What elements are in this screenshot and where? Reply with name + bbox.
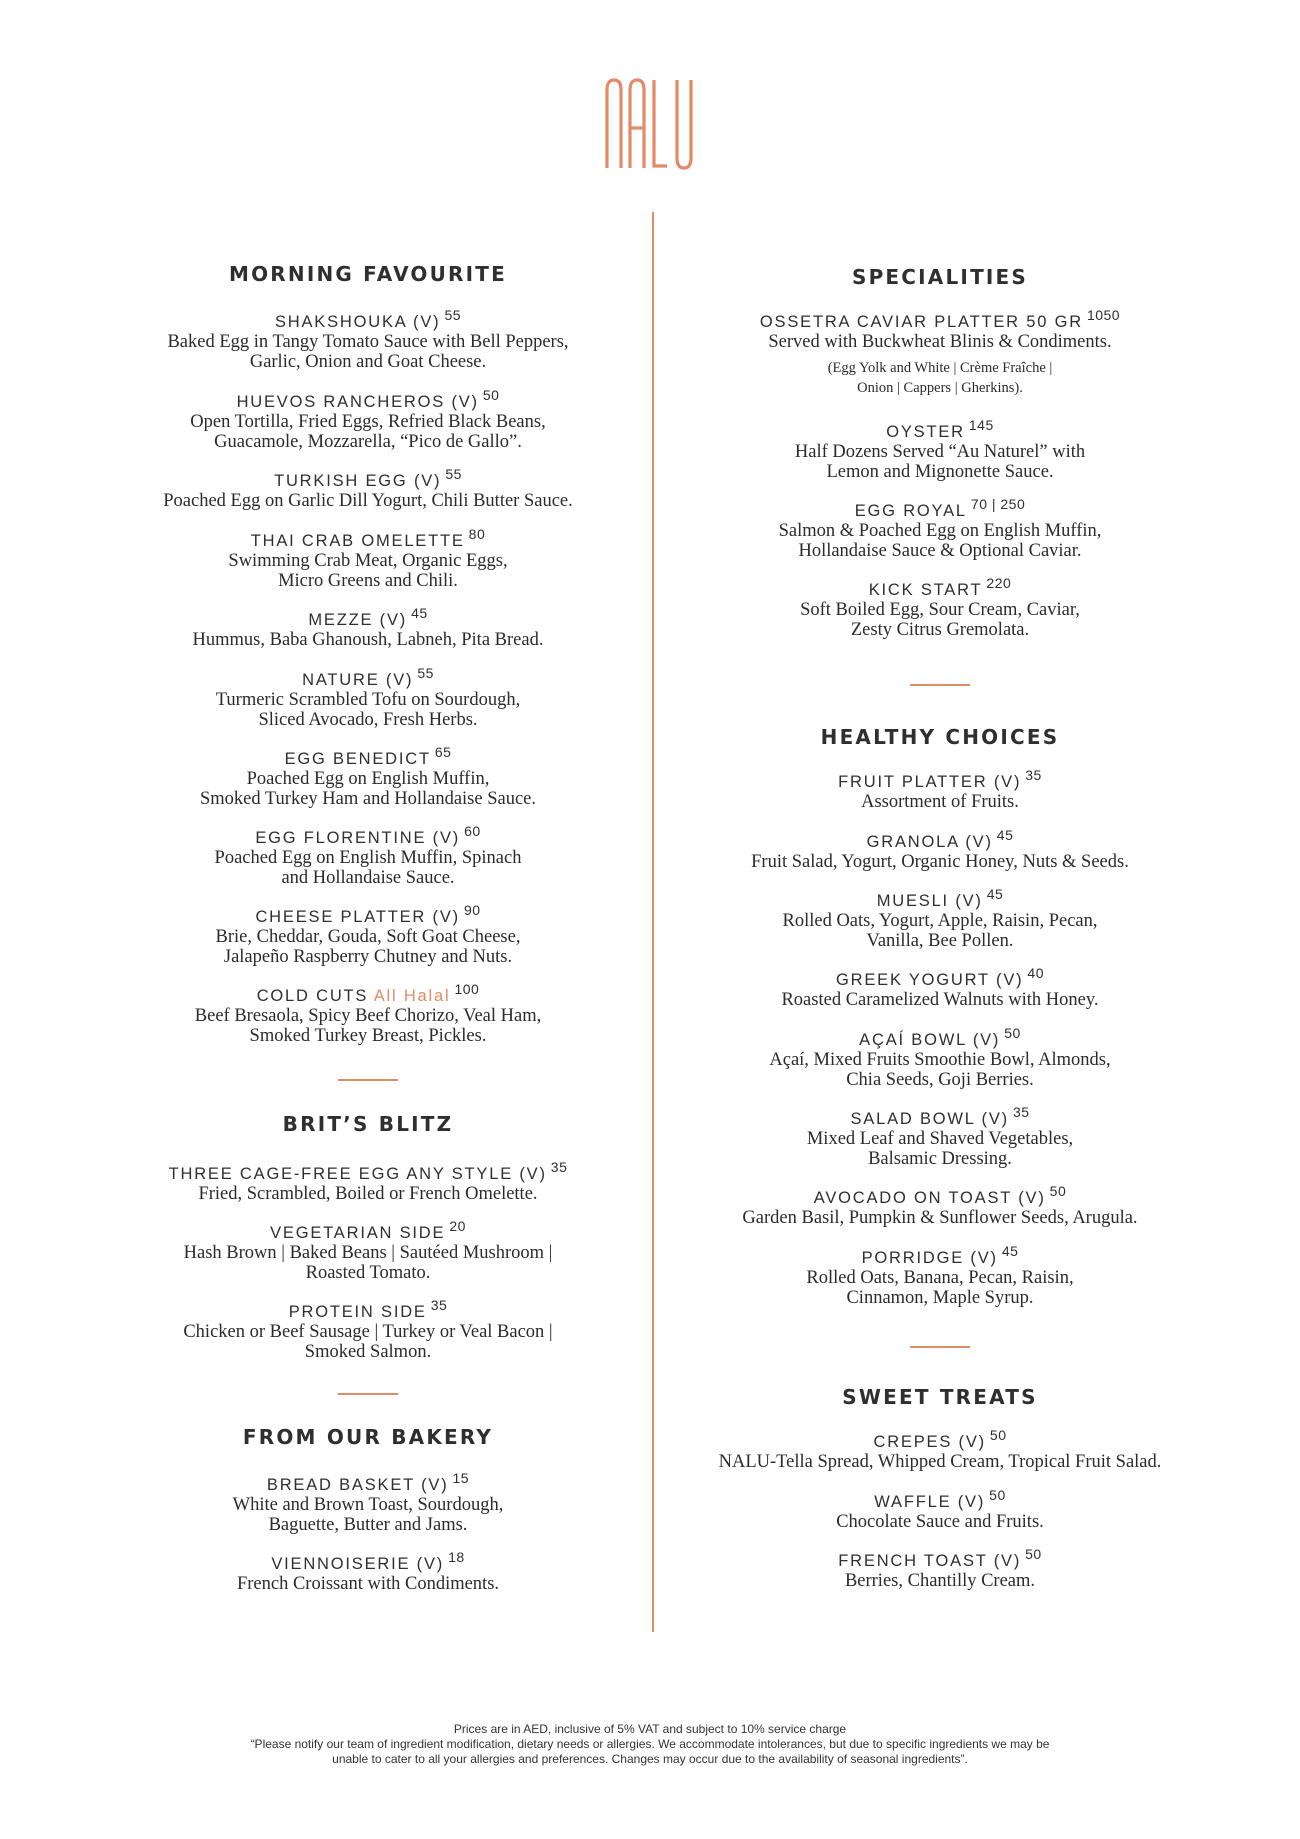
menu-item-egg-benedict [108,744,628,809]
menu-item-muesli [680,886,1200,951]
item-price: 35 [1025,767,1042,783]
item-description: Turmeric Scrambled Tofu on Sourdough, Sliced Avocado, Fresh Herbs. [215,690,521,730]
item-description: Chocolate Sauce and Fruits. [836,1512,1044,1532]
item-name: THAI CRAB OMELETTE [250,532,465,550]
item-name: WAFFLE (V) [874,1493,986,1511]
menu-item-cold-cuts [108,981,628,1046]
item-name: SALAD BOWL (V) [850,1110,1009,1128]
item-price: 1050 [1086,307,1121,323]
menu-item-fruit-platter [680,767,1200,812]
item-name: PORRIDGE (V) [861,1249,998,1267]
item-price: 50 [989,1487,1006,1503]
item-description: Poached Egg on Garlic Dill Yogurt, Chili Butter Sauce. [163,491,573,511]
item-price: 55 [417,665,434,681]
item-name: HUEVOS RANCHEROS (V) [236,393,479,411]
item-description: Roasted Caramelized Walnuts with Honey. [781,990,1099,1010]
item-description: Chicken or Beef Sausage | Turkey or Veal Bacon | Smoked Salmon. [183,1322,553,1362]
footer-price-note: Prices are in AED, inclusive of 5% VAT and subject to 10% service charge [453,1722,847,1736]
item-price: 15 [452,1470,470,1486]
item-name: PROTEIN SIDE [288,1303,427,1321]
item-price: 45 [986,886,1004,902]
item-name: EGG ROYAL [854,502,967,520]
item-price: 50 [1025,1546,1042,1562]
item-description: Berries, Chantilly Cream. [844,1571,1036,1591]
item-name: FRENCH TOAST (V) [838,1552,1022,1570]
item-price: 50 [989,1427,1007,1443]
item-price: 70 | 250 [970,496,1026,512]
menu-item-vegetarian-side [108,1218,628,1283]
item-name: CHEESE PLATTER (V) [255,908,460,926]
item-description: Hash Brown | Baked Beans | Sautéed Mushroom | Roasted Tomato. [183,1243,553,1283]
item-description: NALU-Tella Spread, Whipped Cream, Tropical Fruit Salad. [718,1452,1162,1472]
item-name: MEZZE (V) [308,611,408,629]
item-description: Brie, Cheddar, Gouda, Soft Goat Cheese, Jalapeño Raspberry Chutney and Nuts. [215,927,521,967]
item-description: Half Dozens Served “Au Naturel” with Lemon and Mignonette Sauce. [794,442,1086,482]
menu-item-turkish-egg [108,466,628,511]
menu-item-three-egg [108,1159,628,1204]
item-name: NATURE (V) [302,671,414,689]
item-name: COLD CUTS [256,987,369,1005]
item-name: AVOCADO ON TOAST (V) [813,1189,1046,1207]
item-name: FRUIT PLATTER (V) [838,773,1022,791]
menu-item-nature [108,665,628,730]
section-title-morning-favourite: MORNING FAVOURITE [228,262,507,286]
menu-item-egg-royal [680,496,1200,561]
item-description: Açaí, Mixed Fruits Smoothie Bowl, Almonds, Chia Seeds, Goji Berries. [769,1050,1111,1090]
item-price: 100 [454,981,480,997]
item-name: GRANOLA (V) [866,833,993,851]
item-description: Fried, Scrambled, Boiled or French Omelette. [198,1184,538,1204]
column-divider [652,212,654,1632]
item-description: Rolled Oats, Banana, Pecan, Raisin, Cinnamon, Maple Syrup. [806,1268,1074,1308]
item-name: BREAD BASKET (V) [266,1476,449,1494]
item-price: 35 [550,1159,568,1175]
item-description: Salmon & Poached Egg on English Muffin, Hollandaise Sauce & Optional Caviar. [778,521,1102,561]
menu-item-crepes [680,1427,1200,1472]
menu-item-acai-bowl [680,1025,1200,1090]
item-price: 45 [411,605,428,621]
item-description: Poached Egg on English Muffin, Smoked Turkey Ham and Hollandaise Sauce. [199,769,537,809]
item-price: 60 [464,823,481,839]
menu-item-avocado-on-toast [680,1183,1200,1228]
menu-item-french-toast [680,1546,1200,1591]
item-description: Soft Boiled Egg, Sour Cream, Caviar, Zesty Citrus Gremolata. [800,600,1080,640]
menu-item-waffle [680,1487,1200,1532]
menu-item-thai-crab-omelette [108,526,628,591]
item-name: EGG BENEDICT [284,750,431,768]
item-note: (Egg Yolk and White | Crème Fraîche | Onion | Cappers | Gherkins). [827,360,1053,396]
menu-item-salad-bowl [680,1104,1200,1169]
item-price: 145 [968,417,994,433]
item-price: 50 [1049,1183,1067,1199]
menu-item-mezze [108,605,628,650]
item-description: Served with Buckwheat Blinis & Condiments. [768,332,1112,352]
footer-allergy-note: “Please notify our team of ingredient modification, dietary needs or allergies. We accommodate intolerances, but due to specific ingredients we may be unable to cater to all your allergies and preferences. Changes may occur due to the availability of seasonal ingredients”. [250,1737,1050,1766]
item-name: OYSTER [886,423,965,441]
item-price: 220 [986,575,1012,591]
footer-notice [0,1722,1300,1767]
menu-item-protein-side [108,1297,628,1362]
item-description: Fruit Salad, Yogurt, Organic Honey, Nuts & Seeds. [751,852,1129,872]
item-description: Baked Egg in Tangy Tomato Sauce with Bell Peppers, Garlic, Onion and Goat Cheese. [167,332,569,372]
halal-tag: All Halal [373,987,451,1005]
section-title-brits-blitz: BRIT’S BLITZ [282,1112,454,1136]
item-price: 65 [434,744,452,760]
item-price: 20 [449,1218,466,1234]
section-title-sweet-treats: SWEET TREATS [842,1385,1038,1409]
item-price: 35 [1012,1104,1030,1120]
item-name: TURKISH EGG (V) [274,472,442,490]
item-name: CREPES (V) [873,1433,986,1451]
menu-item-huevos-rancheros [108,387,628,452]
item-name: AÇAÍ BOWL (V) [859,1031,1001,1049]
menu-item-granola [680,827,1200,872]
item-price: 40 [1027,965,1044,981]
item-name: SHAKSHOUKA (V) [274,313,441,331]
item-description: Garden Basil, Pumpkin & Sunflower Seeds, Arugula. [742,1208,1138,1228]
item-price: 45 [996,827,1014,843]
section-separator [338,1079,398,1081]
item-name: GREEK YOGURT (V) [836,971,1024,989]
item-price: 90 [463,902,481,918]
brand-logo [0,78,1300,175]
item-description: French Croissant with Condiments. [236,1574,500,1594]
menu-item-viennoiserie [108,1549,628,1594]
item-name: OSSETRA CAVIAR PLATTER 50 GR [759,313,1083,331]
item-name: MUESLI (V) [876,892,983,910]
item-description: Swimming Crab Meat, Organic Eggs, Micro Greens and Chili. [228,551,508,591]
menu-item-oyster [680,417,1200,482]
item-price: 55 [445,466,462,482]
section-separator [910,684,970,686]
section-title-from-our-bakery: FROM OUR BAKERY [242,1425,494,1449]
item-description: Mixed Leaf and Shaved Vegetables, Balsamic Dressing. [806,1129,1074,1169]
item-name: KICK START [868,581,983,599]
item-name: VEGETARIAN SIDE [270,1224,446,1242]
item-description: Hummus, Baba Ghanoush, Labneh, Pita Bread. [192,630,544,650]
item-price: 50 [482,387,500,403]
section-title-specialities: SPECIALITIES [851,265,1029,289]
section-separator [338,1393,398,1395]
menu-item-greek-yogurt [680,965,1200,1010]
menu-item-bread-basket [108,1470,628,1535]
item-description: Open Tortilla, Fried Eggs, Refried Black Beans, Guacamole, Mozzarella, “Pico de Gallo”. [190,412,546,452]
item-name: THREE CAGE-FREE EGG ANY STYLE (V) [168,1165,547,1183]
nalu-logo-icon [605,78,695,170]
item-price: 50 [1004,1025,1021,1041]
item-price: 45 [1001,1243,1019,1259]
item-name: VIENNOISERIE (V) [271,1555,445,1573]
item-description: Assortment of Fruits. [861,792,1019,812]
section-separator [910,1346,970,1348]
menu-item-ossetra-caviar [680,307,1200,398]
item-description: Rolled Oats, Yogurt, Apple, Raisin, Pecan, Vanilla, Bee Pollen. [782,911,1098,951]
item-description: White and Brown Toast, Sourdough, Baguette, Butter and Jams. [232,1495,504,1535]
menu-item-shakshouka [108,307,628,372]
menu-item-egg-florentine [108,823,628,888]
menu-item-kick-start [680,575,1200,640]
item-price: 18 [448,1549,465,1565]
menu-item-cheese-platter [108,902,628,967]
item-description: Poached Egg on English Muffin, Spinach and Hollandaise Sauce. [214,848,522,888]
menu-item-porridge [680,1243,1200,1308]
item-price: 55 [444,307,462,323]
item-price: 80 [468,526,486,542]
section-title-healthy-choices: HEALTHY CHOICES [820,725,1060,749]
item-description: Beef Bresaola, Spicy Beef Chorizo, Veal Ham, Smoked Turkey Breast, Pickles. [194,1006,542,1046]
item-price: 35 [430,1297,448,1313]
item-name: EGG FLORENTINE (V) [255,829,461,847]
